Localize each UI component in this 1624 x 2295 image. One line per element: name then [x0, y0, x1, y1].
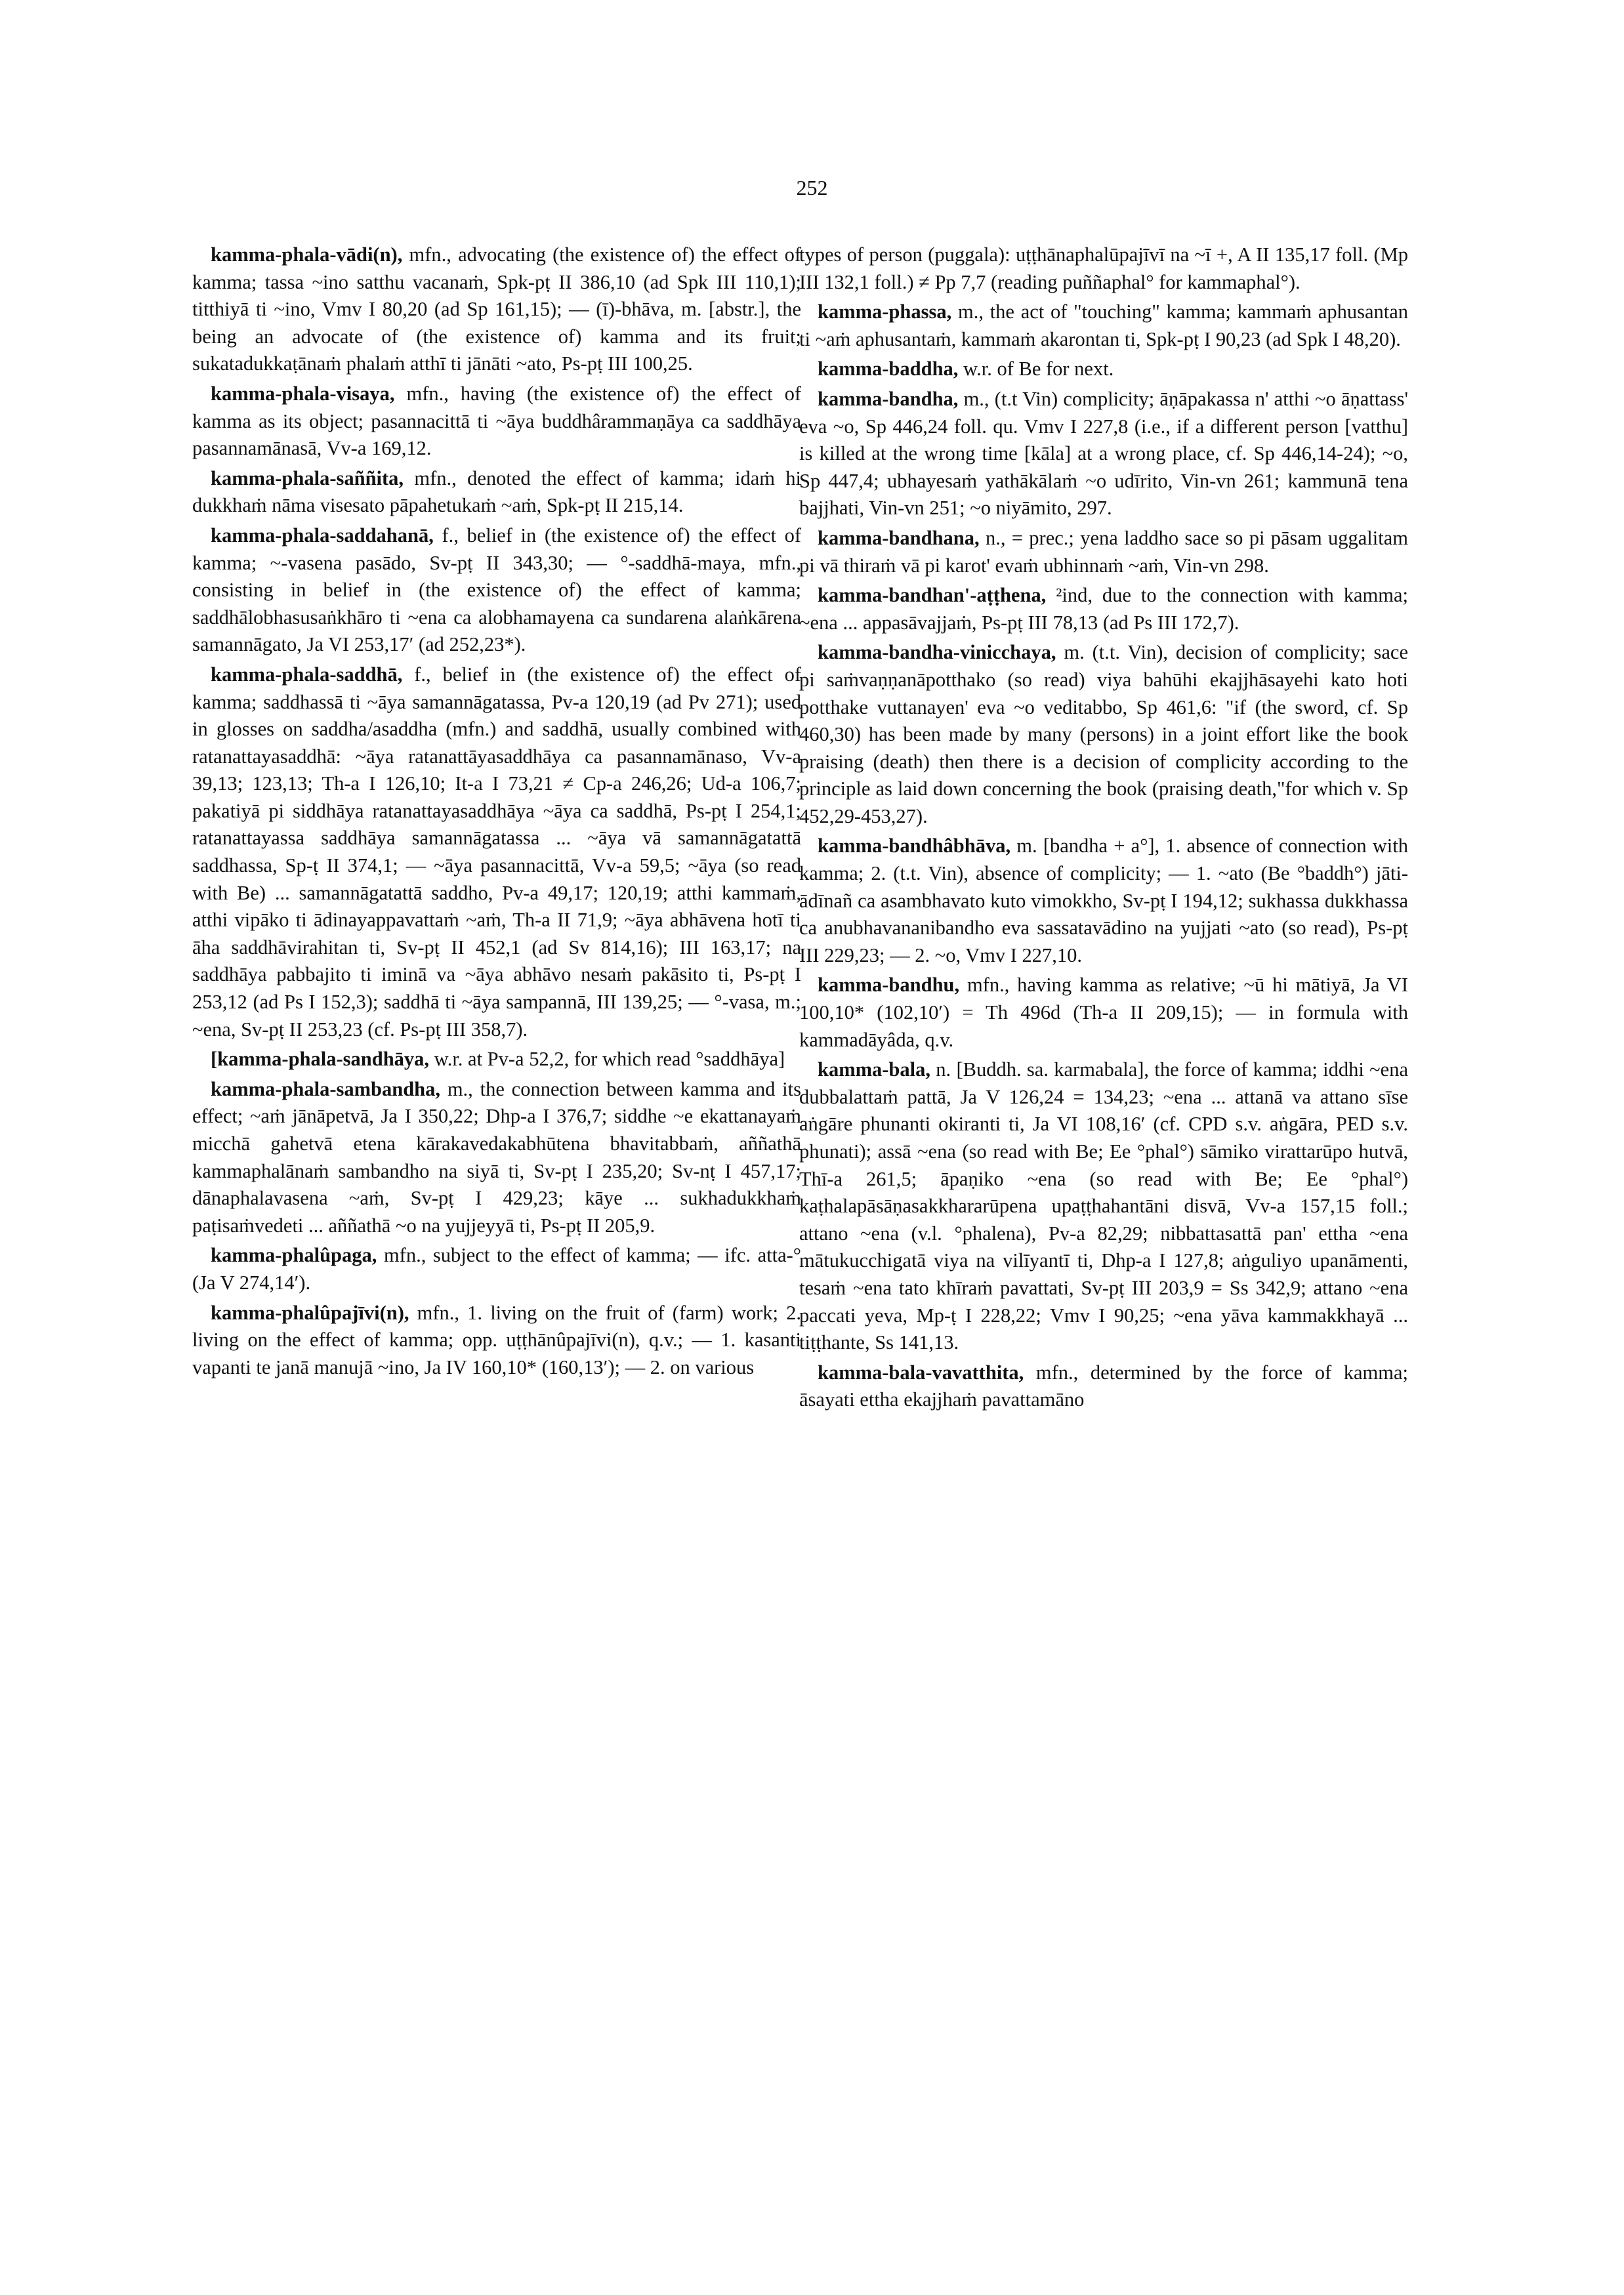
entry-definition: ²ind, due to the connection with kamma; ~ena ... appasāvajjaṁ, Ps-pṭ III 78,13 (ad Ps III 172,7).: [799, 584, 1408, 634]
entry-headword: kamma-bandhâbhāva,: [818, 835, 1011, 858]
dictionary-entry: [799, 1056, 1408, 1357]
dictionary-entry: [799, 241, 1408, 296]
entry-headword: kamma-bala,: [818, 1058, 930, 1081]
dictionary-entry: [192, 522, 801, 659]
dictionary-entry: [192, 465, 801, 520]
entry-headword: kamma-phala-sambandha,: [211, 1077, 440, 1100]
dictionary-entry: [799, 386, 1408, 522]
dictionary-entry: [799, 972, 1408, 1054]
entry-definition: mfn., advocating (the existence of) the effect of kamma; tassa ~ino satthu vacanaṁ, Spk-pṭ II 386,10 (ad Spk III 110,1); titthiyā ti ~ino, Vmv I 80,20 (ad Sp 161,15); — (ī)-bhāva, m. [abstr.], the being an advocate of (the existence of) kamma and its fruit; sukatadukkaṭānaṁ phalaṁ atthī ti jānāti ~ato, Ps-pṭ III 100,25.: [192, 243, 801, 375]
entry-headword: kamma-phala-saññita,: [211, 466, 404, 489]
entry-definition: m., the connection between kamma and its effect; ~aṁ jānāpetvā, Ja I 350,22; Dhp-a I 376,7; siddhe ~e ekattanayaṁ micchā gahetvā etena kārakavedakabhūtena bhavitabbaṁ, aññathā kammaphalānaṁ sambandho na siyā ti, Sv-pṭ I 235,20; Sv-nṭ I 457,17; dānaphalavasena ~aṁ, Sv-pṭ I 429,23; kāye ... sukhadukkhaṁ paṭisaṁvedeti ... aññathā ~o na yujjeyyā ti, Ps-pṭ II 205,9.: [192, 1077, 801, 1237]
dictionary-entry: [799, 582, 1408, 636]
dictionary-entry: [192, 241, 801, 378]
entry-definition: n. [Buddh. sa. karmabala], the force of kamma; iddhi ~ena dubbalattaṁ pattā, Ja V 126,24 = 134,23; ~ena ... attanā va attano sīse aṅgāre phunanti okiranti ti, Ja VI 108,16′ (cf. CPD s.v. aṅgāra, PED s.v. phunati); assā ~ena (so read with Be; Ee °phal°) sāmiko virattarūpo hutvā, Thī-a 261,5; āpaṇiko ~ena (so read with Be; Ee °phal°) kaṭhalapāsāṇasakkhararūpena upaṭṭhahantāni disvā, Vv-a 157,15 foll.; attano ~ena (v.l. °phalena), Pv-a 82,29; nibbattasattā pan' ettha ~ena mātukucchigatā viya na vilīyantī ti, Dhp-a I 127,8; aṅguliyo upanāmenti, tesaṁ ~ena tato khīraṁ pavattati, Sv-pṭ III 203,9 = Ss 342,9; attano ~ena paccati yeva, Mp-ṭ I 228,22; Vmv I 90,25; ~ena yāva kammakkhayā ... tiṭṭhante, Ss 141,13.: [799, 1058, 1408, 1354]
dictionary-entry: [799, 833, 1408, 969]
entry-headword: kamma-phalûpajīvi(n),: [211, 1301, 409, 1324]
entry-headword: kamma-phala-saddahanā,: [211, 524, 434, 547]
entry-definition: w.r. of Be for next.: [958, 358, 1114, 381]
entry-headword: kamma-baddha,: [818, 358, 959, 381]
entry-headword: kamma-bandha-vinicchaya,: [818, 641, 1056, 664]
dictionary-entry: [799, 356, 1408, 383]
entry-definition: n., = prec.; yena laddho sace so pi pāsam uggalitam pi vā thiraṁ vā pi karot' evaṁ ubhinnaṁ ~aṁ, Vin-vn 298.: [799, 526, 1408, 577]
entry-headword: kamma-phala-vādi(n),: [211, 243, 403, 266]
dictionary-entry: [799, 299, 1408, 353]
entry-headword: kamma-phalûpaga,: [211, 1244, 377, 1267]
dictionary-entry: [192, 661, 801, 1043]
entry-headword: kamma-phassa,: [818, 300, 952, 323]
entry-headword: [kamma-phala-sandhāya,: [211, 1048, 430, 1071]
entry-definition: f., belief in (the existence of) the effect of kamma; ~-vasena pasādo, Sv-pṭ II 343,30; — °-saddhā-maya, mfn., consisting in belief in (the existence of) the effect of kamma; saddhālobhasusaṅkhāro ti ~ena ca alobhamayena ca sundarena alaṅkārena samannāgato, Ja VI 253,17′ (ad 252,23*).: [192, 524, 801, 656]
entry-headword: kamma-phala-saddhā,: [211, 663, 403, 686]
entry-definition: m. [bandha + a°], 1. absence of connection with kamma; 2. (t.t. Vin), absence of complicity; — 1. ~ato (Be °baddh°) jāti-ādīnañ ca asambhavato kuto vimokkho, Sv-pṭ I 194,12; sukhassa dukkhassa ca anubhavananibandho eva sassatavādino na yujjati ~ato (so read), Ps-pṭ III 229,23; — 2. ~o, Vmv I 227,10.: [799, 835, 1408, 966]
entry-definition: types of person (puggala): uṭṭhānaphalūpajīvī na ~ī +, A II 135,17 foll. (Mp III 132,1 foll.) ≠ Pp 7,7 (reading puññaphal° for kammaphal°).: [799, 243, 1408, 293]
dictionary-entry: [192, 381, 801, 463]
dictionary-entry: [192, 1046, 801, 1073]
left-column: [192, 241, 801, 1384]
right-column: [799, 241, 1408, 1416]
dictionary-entry: [799, 525, 1408, 579]
entry-definition: m., (t.t Vin) complicity; āṇāpakassa n' atthi ~o āṇattass' eva ~o, Sp 446,24 foll. qu. Vmv I 227,8 (i.e., if a different person [vatthu] is killed at the wrong time [kāla] at a wrong place, cf. Sp 446,14-24); ~o, Sp 447,4; ubhayesaṁ yathākālaṁ ~o udīrito, Vin-vn 261; kammunā tena bajjhati, Vin-vn 251; ~o niyāmito, 297.: [799, 387, 1408, 520]
entry-definition: m. (t.t. Vin), decision of complicity; sace pi saṁvaṇṇanāpotthako (so read) viya bahūhi ekajjhāsayehi kato hoti potthake vuttanayen' eva ~o veditabbo, Sp 461,6: "if (the sword, cf. Sp 460,30) has been made by many (persons) in a joint effort like the book praising (death) then there is a decision of complicity according to the principle as laid down concerning the book (praising death,"for which v. Sp 452,29-453,27).: [799, 641, 1408, 827]
page-number: 252: [796, 176, 828, 199]
entry-definition: mfn., having kamma as relative; ~ū hi mātiyā, Ja VI 100,10* (102,10′) = Th 496d (Th-a II 209,15); — in formula with kammadāyâda, q.v.: [799, 974, 1408, 1051]
entry-definition: f., belief in (the existence of) the effect of kamma; saddhassā ti ~āya samannāgatassa, Pv-a 120,19 (ad Pv 271); used in glosses on saddha/asaddha (mfn.) and saddhā, usually combined with ratanattayasaddhā: ~āya ratanattāyasaddhāya ca pasannamānaso, Vv-a 39,13; 123,13; Th-a I 126,10; It-a I 73,21 ≠ Cp-a 246,26; Ud-a 106,7; pakatiyā pi siddhāya ratanattayasaddhāya ~āya ca saddhā, Ps-pṭ I 254,1; ratanattayassa saddhāya samannāgatassa ... ~āya vā samannāgatattā saddhassa, Sp-ṭ II 374,1; — ~āya pasannacittā, Vv-a 59,5; ~āya (so read with Be) ... samannāgatattā saddho, Pv-a 49,17; 120,19; atthi kammaṁ, atthi vipāko ti ādinayappavattaṁ ~aṁ, Th-a II 71,9; ~āya abhāvena hotī ti āha saddhāvirahitan ti, Sv-pṭ II 452,1 (ad Sv 814,16); III 163,17; na saddhāya pabbajito ti iminā va ~āya abhāvo nesaṁ pakāsito ti, Ps-pṭ I 253,12 (ad Ps I 152,3); saddhā ti ~āya sampannā, III 139,25; — °-vasa, m.; ~ena, Sv-pṭ II 253,23 (cf. Ps-pṭ III 358,7).: [192, 663, 801, 1041]
entry-definition: mfn., denoted the effect of kamma; idaṁ hi dukkhaṁ nāma visesato pāpahetukaṁ ~aṁ, Spk-pṭ II 215,14.: [192, 466, 801, 517]
entry-headword: kamma-bandhan'-aṭṭhena,: [818, 584, 1047, 607]
entry-headword: kamma-phala-visaya,: [211, 382, 395, 405]
entry-headword: kamma-bala-vavatthita,: [818, 1361, 1024, 1384]
entry-definition: mfn., subject to the effect of kamma; — ifc. atta-° (Ja V 274,14′).: [192, 1244, 801, 1294]
dictionary-entry: [799, 639, 1408, 830]
entry-headword: kamma-bandhu,: [818, 974, 960, 997]
dictionary-entry: [192, 1076, 801, 1240]
entry-definition: m., the act of "touching" kamma; kammaṁ aphusantan ti ~aṁ aphusantaṁ, kammaṁ akarontan ti, Spk-pṭ I 90,23 (ad Spk I 48,20).: [799, 300, 1408, 350]
dictionary-entry: [192, 1242, 801, 1296]
entry-definition: mfn., determined by the force of kamma; āsayati ettha ekajjhaṁ pavattamāno: [799, 1361, 1408, 1411]
entry-definition: w.r. at Pv-a 52,2, for which read °saddhāya]: [429, 1048, 785, 1071]
entry-headword: kamma-bandha,: [818, 387, 959, 410]
dictionary-entry: [799, 1359, 1408, 1414]
dictionary-entry: [192, 1300, 801, 1382]
entry-definition: mfn., having (the existence of) the effect of kamma as its object; pasannacittā ti ~āya buddhârammaṇāya ca saddhāya pasannamānasā, Vv-a 169,12.: [192, 382, 801, 460]
entry-definition: mfn., 1. living on the fruit of (farm) work; 2. living on the effect of kamma; opp. uṭṭhānûpajīvi(n), q.v.; — 1. kasanti vapanti te janā manujā ~ino, Ja IV 160,10* (160,13′); — 2. on various: [192, 1301, 801, 1378]
entry-headword: kamma-bandhana,: [818, 526, 980, 549]
